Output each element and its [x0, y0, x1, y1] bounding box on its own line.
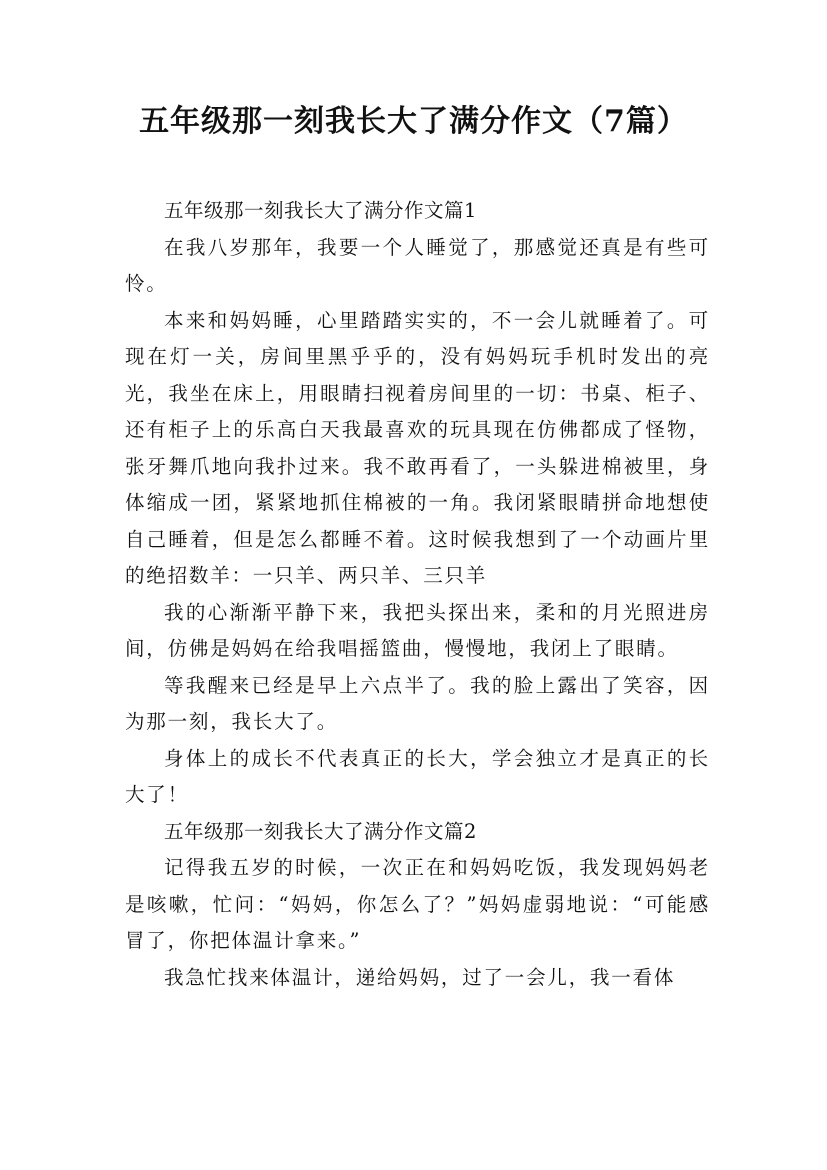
paragraph: 等我醒来已经是早上六点半了。我的脸上露出了笑容，因为那一刻，我长大了。: [125, 673, 710, 733]
essay-heading-2: 五年级那一刻我长大了满分作文篇2: [164, 819, 477, 843]
paragraph: 身体上的成长不代表真正的长大，学会独立才是真正的长大了！: [125, 746, 710, 806]
paragraph: 本来和妈妈睡，心里踏踏实实的，不一会儿就睡着了。可现在灯一关，房间里黑乎乎的，没有妈妈玩手机时发出的亮光，我坐在床上，用眼睛扫视着房间里的一切：书桌、柜子、还有柜子上的乐高白天我最喜欢的玩具现在仿佛都成了怪物，张牙舞爪地向我扑过来。我不敢再看了，一头躲进棉被里，身体缩成一团，紧紧地抓住棉被的一角。我闭紧眼睛拼命地想使自己睡着，但是怎么都睡不着。这时候我想到了一个动画片里的绝招数羊：一只羊、两只羊、三只羊: [125, 308, 710, 587]
paragraph: 我的心渐渐平静下来，我把头探出来，柔和的月光照进房间，仿佛是妈妈在给我唱摇篮曲，慢慢地，我闭上了眼睛。: [125, 600, 710, 660]
document-title: 五年级那一刻我长大了满分作文（7篇）: [139, 104, 688, 139]
essay-heading-1: 五年级那一刻我长大了满分作文篇1: [164, 199, 477, 222]
paragraph: 在我八岁那年，我要一个人睡觉了，那感觉还真是有些可怜。: [125, 235, 710, 295]
document-body: [125, 193, 710, 996]
paragraph: 记得我五岁的时候，一次正在和妈妈吃饭，我发现妈妈老是咳嗽，忙问：“妈妈，你怎么了？”妈妈虚弱地说：“可能感冒了，你把体温计拿来。”: [125, 856, 710, 952]
paragraph: 我急忙找来体温计，递给妈妈，过了一会儿，我一看体: [164, 965, 676, 989]
